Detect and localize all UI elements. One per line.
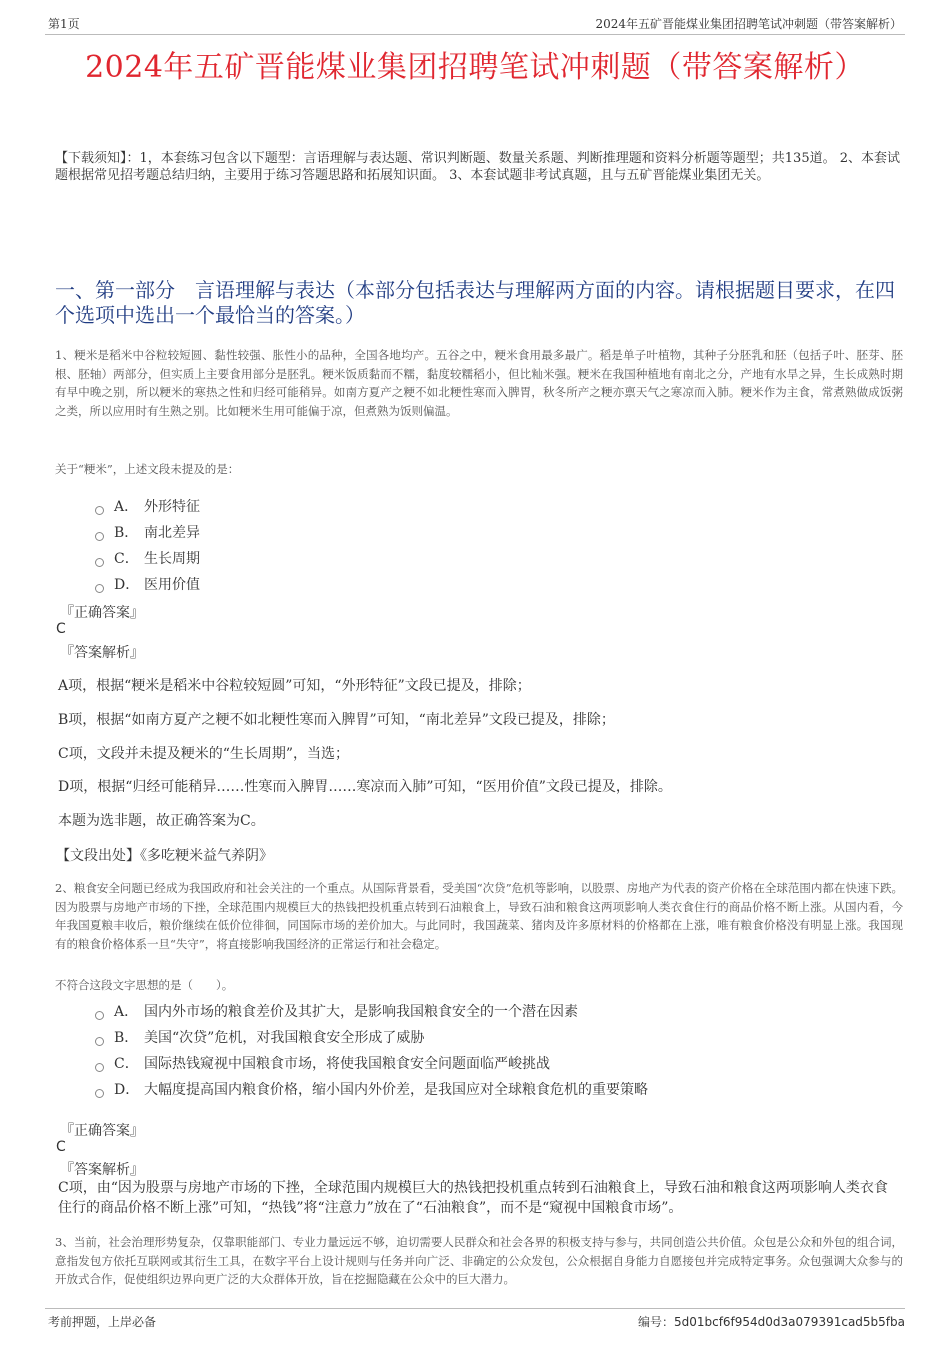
- question-2-option-c[interactable]: C． 国际热钱窥视中国粮食市场，将使我国粮食安全问题面临严峻挑战: [95, 1053, 550, 1073]
- footer-rule: [45, 1308, 905, 1309]
- question-1-passage: 1、粳米是稻米中谷粒较短圆、黏性较强、胀性小的品种，全国各地均产。五谷之中，粳米食用最多最广。稻是单子叶植物，其种子分胚乳和胚（包括子叶、胚芽、胚根、胚轴）两部分，但实质上主要食用部分是胚乳。粳米饭质黏而不糯，黏度较糯稻小，但比籼米强。粳米在我国种植地有南北之分，产地有水旱之异，生长成熟时期有早中晚之别，所以粳米的寒热之性和归经可能稍异。如南方夏产之粳不如北粳性寒而入脾胃，秋冬所产之粳亦禀天气之寒凉而入肺。粳米作为主食，常煮熟做成饭粥之类，所以应用时有生熟之别。比如粳米生用可能偏于凉，但煮熟为饭则偏温。: [55, 348, 903, 418]
- question-1-analysis-label: 『答案解析』: [60, 645, 144, 661]
- footer-slogan: 考前押题，上岸必备: [48, 1315, 157, 1329]
- document-code-value: 5d01bcf6f954d0d3a079391cad5b5fba: [673, 1315, 905, 1329]
- document-code: [638, 1313, 905, 1330]
- question-1-source: 【文段出处】《多吃粳米益气养阴》: [56, 848, 273, 864]
- document-title: 2024年五矿晋能煤业集团招聘笔试冲刺题（带答案解析）: [85, 50, 865, 85]
- radio-icon[interactable]: [95, 1089, 104, 1098]
- question-2-option-d[interactable]: D． 大幅度提高国内粮食价格，缩小国内外价差，是我国应对全球粮食危机的重要策略: [95, 1079, 648, 1099]
- question-2-analysis: C项，由“因为股票与房地产市场的下挫，全球范围内规模巨大的热钱把投机重点转到石油粮食上，导致石油和粮食这两项影响人类衣食住行的商品价格不断上涨”可知，“热钱”将“注意力”放在了“石油粮食”，而不是“窥视中国粮食市场”。: [58, 1180, 888, 1216]
- question-1-answer: C: [56, 621, 66, 637]
- document-code-label: 编号：: [637, 1315, 674, 1329]
- radio-icon[interactable]: [95, 532, 104, 541]
- page-number: 第1页: [48, 17, 80, 31]
- download-notice: 【下载须知】：1，本套练习包含以下题型：言语理解与表达题、常识判断题、数量关系题、判断推理题和资料分析题等题型；共135道。 2、本套试题根据常见招考题总结归纳，主要用于练习答题思路和拓展知识面。 3、本套试题非考试真题，且与五矿晋能煤业集团无关。: [55, 151, 900, 183]
- question-2-analysis-label: 『答案解析』: [60, 1162, 144, 1178]
- section-heading: 一、第一部分 言语理解与表达（本部分包括表达与理解两方面的内容。请根据题目要求，在四个选项中选出一个最恰当的答案。）: [55, 278, 895, 327]
- question-2-option-b[interactable]: B． 美国“次贷”危机，对我国粮食安全形成了威胁: [95, 1027, 424, 1047]
- header-rule: [45, 34, 905, 35]
- question-1-conclusion: 本题为选非题，故正确答案为C。: [58, 813, 265, 829]
- question-2-stem: 不符合这段文字思想的是（ ）。: [55, 978, 234, 992]
- question-3-passage: 3、当前，社会治理形势复杂，仅靠职能部门、专业力量远远不够，迫切需要人民群众和社会各界的积极支持与参与，共同创造公共价值。众包是公众和外包的组合词，意指发包方依托互联网或其衍生工具，在数字平台上设计规则与任务并向广泛、非确定的公众发包，公众根据自身能力自愿接包并完成特定事务。众包强调大众参与的开放式合作，促使组织边界向更广泛的大众群体开放，旨在挖掘隐藏在公众中的巨大潜力。: [55, 1235, 903, 1287]
- question-2-answer: C: [56, 1139, 66, 1155]
- question-1-analysis-a: A项，根据“粳米是稻米中谷粒较短圆”可知，“外形特征”文段已提及，排除；: [58, 678, 531, 694]
- running-title: 2024年五矿晋能煤业集团招聘笔试冲刺题（带答案解析）: [595, 17, 902, 31]
- question-1-option-d[interactable]: D． 医用价值: [95, 574, 200, 594]
- radio-icon[interactable]: [95, 1011, 104, 1020]
- radio-icon[interactable]: [95, 1063, 104, 1072]
- radio-icon[interactable]: [95, 558, 104, 567]
- question-1-analysis-d: D项，根据“归经可能稍异……性寒而入脾胃……寒凉而入肺”可知，“医用价值”文段已提及，排除。: [58, 779, 672, 795]
- question-1-option-a[interactable]: A． 外形特征: [95, 496, 200, 516]
- question-1-option-b[interactable]: B． 南北差异: [95, 522, 200, 542]
- question-1-analysis-b: B项，根据“如南方夏产之粳不如北粳性寒而入脾胃”可知，“南北差异”文段已提及，排除；: [58, 712, 615, 728]
- question-1-stem: 关于“粳米”，上述文段未提及的是：: [55, 462, 240, 476]
- radio-icon[interactable]: [95, 506, 104, 515]
- question-2-answer-label: 『正确答案』: [60, 1123, 144, 1139]
- question-2-passage: 2、粮食安全问题已经成为我国政府和社会关注的一个重点。从国际背景看，受美国“次贷”危机等影响，以股票、房地产为代表的资产价格在全球范围内都在快速下跌。因为股票与房地产市场的下挫，全球范围内规模巨大的热钱把投机重点转到石油粮食上，导致石油和粮食这两项影响人类衣食住行的商品价格不断上涨。从国内看，今年我国夏粮丰收后，粮价继续在低价位徘徊，同国际市场的差价加大。与此同时，我国蔬菜、猪肉及许多原材料的价格都在上涨，唯有粮食价格没有明显上涨。我国现有的粮食价格体系一旦“失守”，将直接影响我国经济的正常运行和社会稳定。: [55, 881, 903, 951]
- question-1-answer-label: 『正确答案』: [60, 605, 144, 621]
- question-1-analysis-c: C项，文段并未提及粳米的“生长周期”，当选；: [58, 746, 350, 762]
- radio-icon[interactable]: [95, 584, 104, 593]
- question-1-option-c[interactable]: C． 生长周期: [95, 548, 200, 568]
- radio-icon[interactable]: [95, 1037, 104, 1046]
- question-2-option-a[interactable]: A． 国内外市场的粮食差价及其扩大，是影响我国粮食安全的一个潜在因素: [95, 1001, 578, 1021]
